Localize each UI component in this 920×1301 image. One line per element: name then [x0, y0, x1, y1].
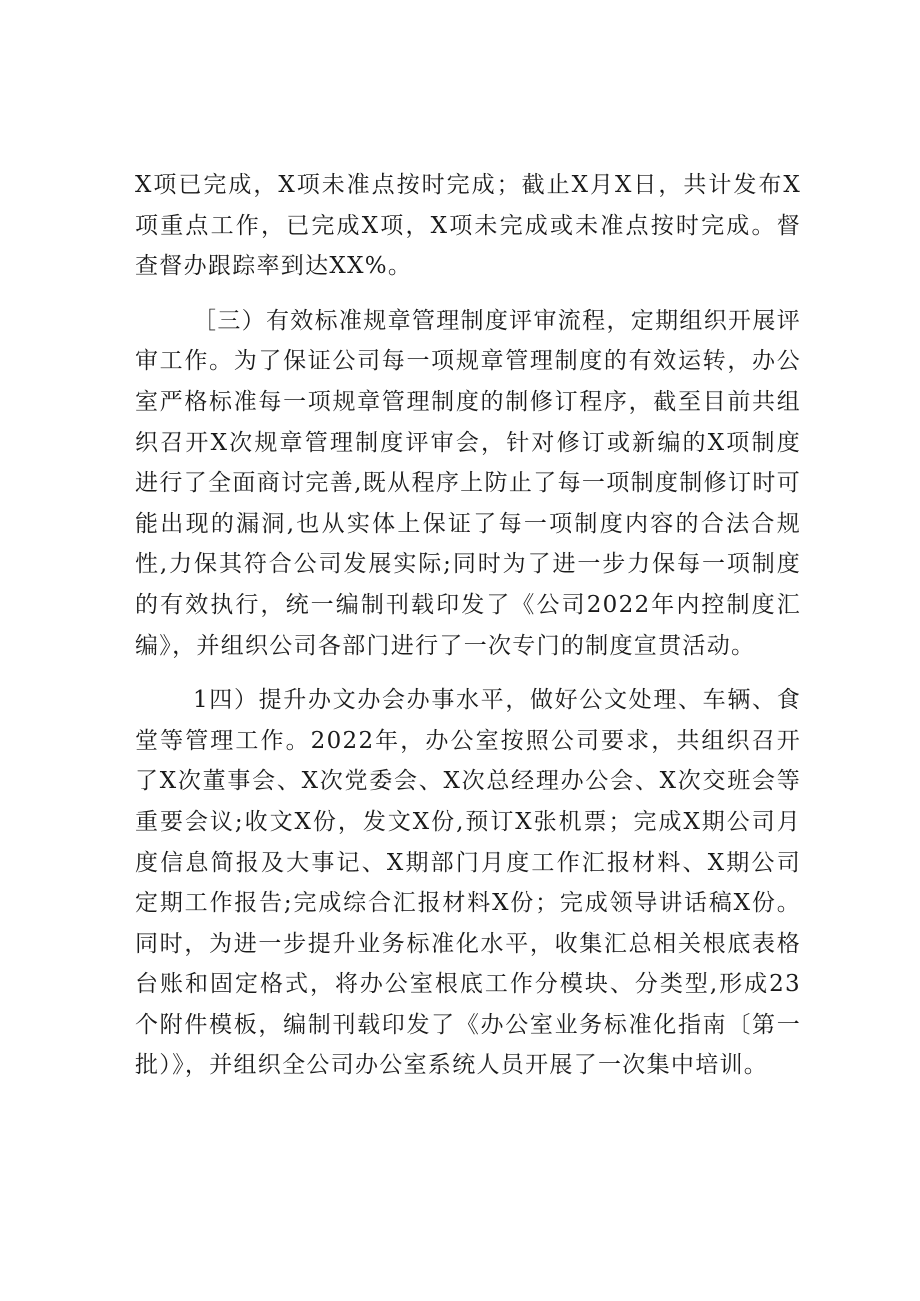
document-body [135, 165, 801, 1086]
paragraph-section-four: 1四）提升办文办会办事水平，做好公文处理、车辆、食堂等管理工作。2022年，办公室按照公司要求，共组织召开了X次董事会、X次党委会、X次总经理办公会、X次交班会等重要会议;收文X份，发文X份,预订X张机票；完成X期公司月度信息简报及大事记、X期部门月度工作汇报材料、X期公司定期工作报告;完成综合汇报材料X份；完成领导讲话稿X份。同时，为进一步提升业务标准化水平，收集汇总相关根底表格台账和固定格式，将办公室根底工作分模块、分类型,形成23个附件模板，编制刊载印发了《办公室业务标准化指南〔第一批）》，并组织全公司办公室系统人员开展了一次集中培训。 [135, 687, 801, 1079]
paragraph-continuation: X项已完成，X项未准点按时完成；截止X月X日，共计发布X项重点工作，已完成X项，X项未完成或未准点按时完成。督查督办跟踪率到达XX%。 [135, 172, 801, 280]
paragraph-section-three: ［三）有效标准规章管理制度评审流程，定期组织开展评审工作。为了保证公司每一项规章管理制度的有效运转，办公室严格标准每一项规章管理制度的制修订程序，截至目前共组织召开X次规章管理制度评审会，针对修订或新编的X项制度进行了全面商讨完善,既从程序上防止了每一项制度制修订时可能出现的漏洞,也从实体上保证了每一项制度内容的合法合规性,力保其符合公司发展实际;同时为了进一步力保每一项制度的有效执行，统一编制刊载印发了《公司2022年内控制度汇编》，并组织公司各部门进行了一次专门的制度宣贯活动。 [135, 307, 801, 659]
